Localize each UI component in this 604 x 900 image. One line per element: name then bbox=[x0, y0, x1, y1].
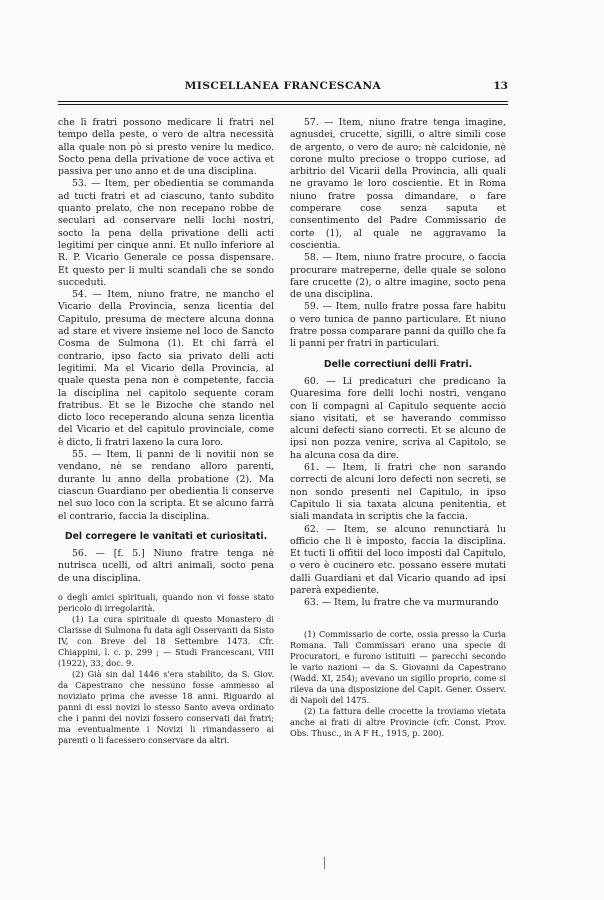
footnote-1: (1) Commissario de corte, ossia presso la Curia Romana. Tali Commissari erano una specie di Procuratori, e furono istituiti — parecchi secondo le vario nazioni — da S. Giovanni da Capestrano (Wadd. XI, 254); avevano un sigillo proprio, come si rileva da una disposizione del Capit. Gener. Osserv. di Napoli del 1475. bbox=[290, 628, 506, 705]
section-heading-correctiuni: Delle correctiuni delli Fratri. bbox=[323, 358, 473, 370]
paragraph-60: 60. — Li predicaturi che predicano la Quaresima fore delli lochi nostri, vengano con li compagni al Capitulo sequente acciò siano visitati, et se haverando commisso alcuni defecti siano correcti. Et se alcuno de ipsi non pozza venire, scriva al Capitolo, se ha alcuna cosa da dire. bbox=[290, 375, 506, 461]
header-rule-bottom bbox=[58, 104, 508, 105]
footnote-2: (2) La fattura delle crocette la troviamo vietata anche ai frati di altre Provincie (cfr. Const. Prov. Obs. Thusc., in A F H., 1915, p. 200). bbox=[290, 705, 506, 738]
paragraph-63: 63. — Item, lu fratre che va murmurando bbox=[304, 597, 499, 609]
running-header bbox=[58, 80, 508, 96]
right-column bbox=[290, 117, 506, 739]
footnote-1: (1) La cura spirituale di questo Monastero di Clarisse di Sulmona fu data agli Osservanti da Sisto IV, con Breve del 18 Settembre 1473. Cfr. Chiappini, l. c. p. 299 ; — Studi Francescani, VIII (1922), 33, doc. 9. bbox=[58, 613, 274, 668]
paragraph-57: 57. — Item, niuno fratre tenga imagine, agnusdei, crucette, sigilli, o altre simili cose de argento, o vero de auro; nè calcidonie, nè corone multo preciose o troppo curiose, ad arbitrio del Vicarii della Provincia, alli quali ne gravamo le loro coscientie. Et in Roma niuno fratre possa dimandare, o fare comperare cose senza saputa et consentimento del Padre Commissario de corte (1), al quale ne aggravamo la coscientia. bbox=[290, 117, 506, 251]
section-heading-vanitati: Del corregere le vanitati et curiositati. bbox=[64, 530, 268, 542]
paragraph-61: 61. — Item, li fratri che non sarando correcti de alcuni loro defecti non secreti, se non sondo presenti nel Capitulo, in ipso Capitulo li sia taxata alcuna penitentia, et siali mandata in scriptis che la faccia. bbox=[290, 462, 506, 523]
paragraph-53: 53. — Item, per obedientia se commanda ad tucti fratri et ad ciascuno, tanto subdito quanto prelato, che non recepano robbe de seculari ad conservare nelli lochi nostri, socto la pena della privatione delli acti legitimi per cinque anni. Et nullo inferiore al R. P. Vicario Generale ce possa dispensare. Et questo per li multi scandali che se sondo succeduti. bbox=[58, 178, 274, 288]
page-number: 13 bbox=[493, 80, 508, 92]
left-column bbox=[58, 117, 274, 746]
footnote-gap bbox=[290, 610, 506, 622]
paragraph-58: 58. — Item, niuno fratre procure, o faccia procurare matreperne, delle quale se solono fare crucette (2), o altre imagine, socto pena de una disciplina. bbox=[290, 252, 506, 301]
paragraph-54: 54. — Item, niuno fratre, ne mancho el Vicario della Provincia, senza licentia del Capitulo, presuma de mectere alcuna donna ad stare et vivere insieme nel loco de Sancto Cosma de Sulmona (1). Et chi farrà el contrario, ipso facto sia privato delli acti legitimi. Ma el Vicario della Provincia, al quale questa pena non è competente, faccia la disciplina nel capitolo sequente coram fratribus. Et se le Bizoche che stando nel dicto loco receperando alcuna senza licentia del Vicario et del capitulo provinciale, come è dicto, li fratri laxeno la cura loro. bbox=[58, 289, 274, 448]
left-footnotes bbox=[58, 592, 274, 746]
scan-mark bbox=[324, 857, 325, 869]
paragraph-55: 55. — Item, li panni de li novitii non se vendano, nè se rendano alloro parenti, durante lu anno della probatione (2). Ma ciascun Guardiano per obedientia li conserve nel suo loco con la scripta. Et se alcuno farrà el contrario, faccia la disciplina. bbox=[58, 449, 274, 522]
footnote-continuation: o degli amici spirituali, quando non vi fosse stato pericolo di irregolarità. bbox=[58, 591, 274, 613]
journal-title: MISCELLANEA FRANCESCANA bbox=[184, 80, 382, 92]
right-footnotes bbox=[290, 629, 506, 739]
paragraph-62: 62. — Item, se alcuno renunctiarà lu officio che li è imposto, faccia la disciplina. Et tucti li offitii del loco imposti dal Capitulo, o vero è cucinero etc. possano essere mutati dalli Guardiani et dal Vicario quando ad ipsi parerà expediente. bbox=[290, 523, 506, 596]
header-rule-top bbox=[58, 101, 508, 102]
paragraph-56: 56. — [f. 5.] Niuno fratre tenga nè nutrisca ucelli, od altri animali, socto pena de una disciplina. bbox=[58, 548, 274, 584]
paragraph-continuation: che li fratri possono medicare li fratri nel tempo della peste, o vero de altra necessità alla quale non pò si presto venire lu medico. Socto pena della privatione de voce activa et passiva per uno anno et de una disciplina. bbox=[58, 117, 274, 178]
paragraph-59: 59. — Item, nullo fratre possa fare habitu o vero tunica de panno particulare. Et niuno fratre possa comparare panni da quillo che fa li panni per fratri in particulari. bbox=[290, 301, 506, 350]
footnote-2: (2) Già sin dal 1446 s'era stabilito, da S. Giov. da Capestrano che nessuno fosse ammesso al noviziato prima che avesse 18 anni. Riguardo ai panni di essi novizi lo stesso Santo aveva ordinato che i panni dei novizi fossero conservati dai fratri; ma eventualmente i Novizi li rimandassero ai parenti o li facessero conservare da altri. bbox=[58, 668, 274, 745]
